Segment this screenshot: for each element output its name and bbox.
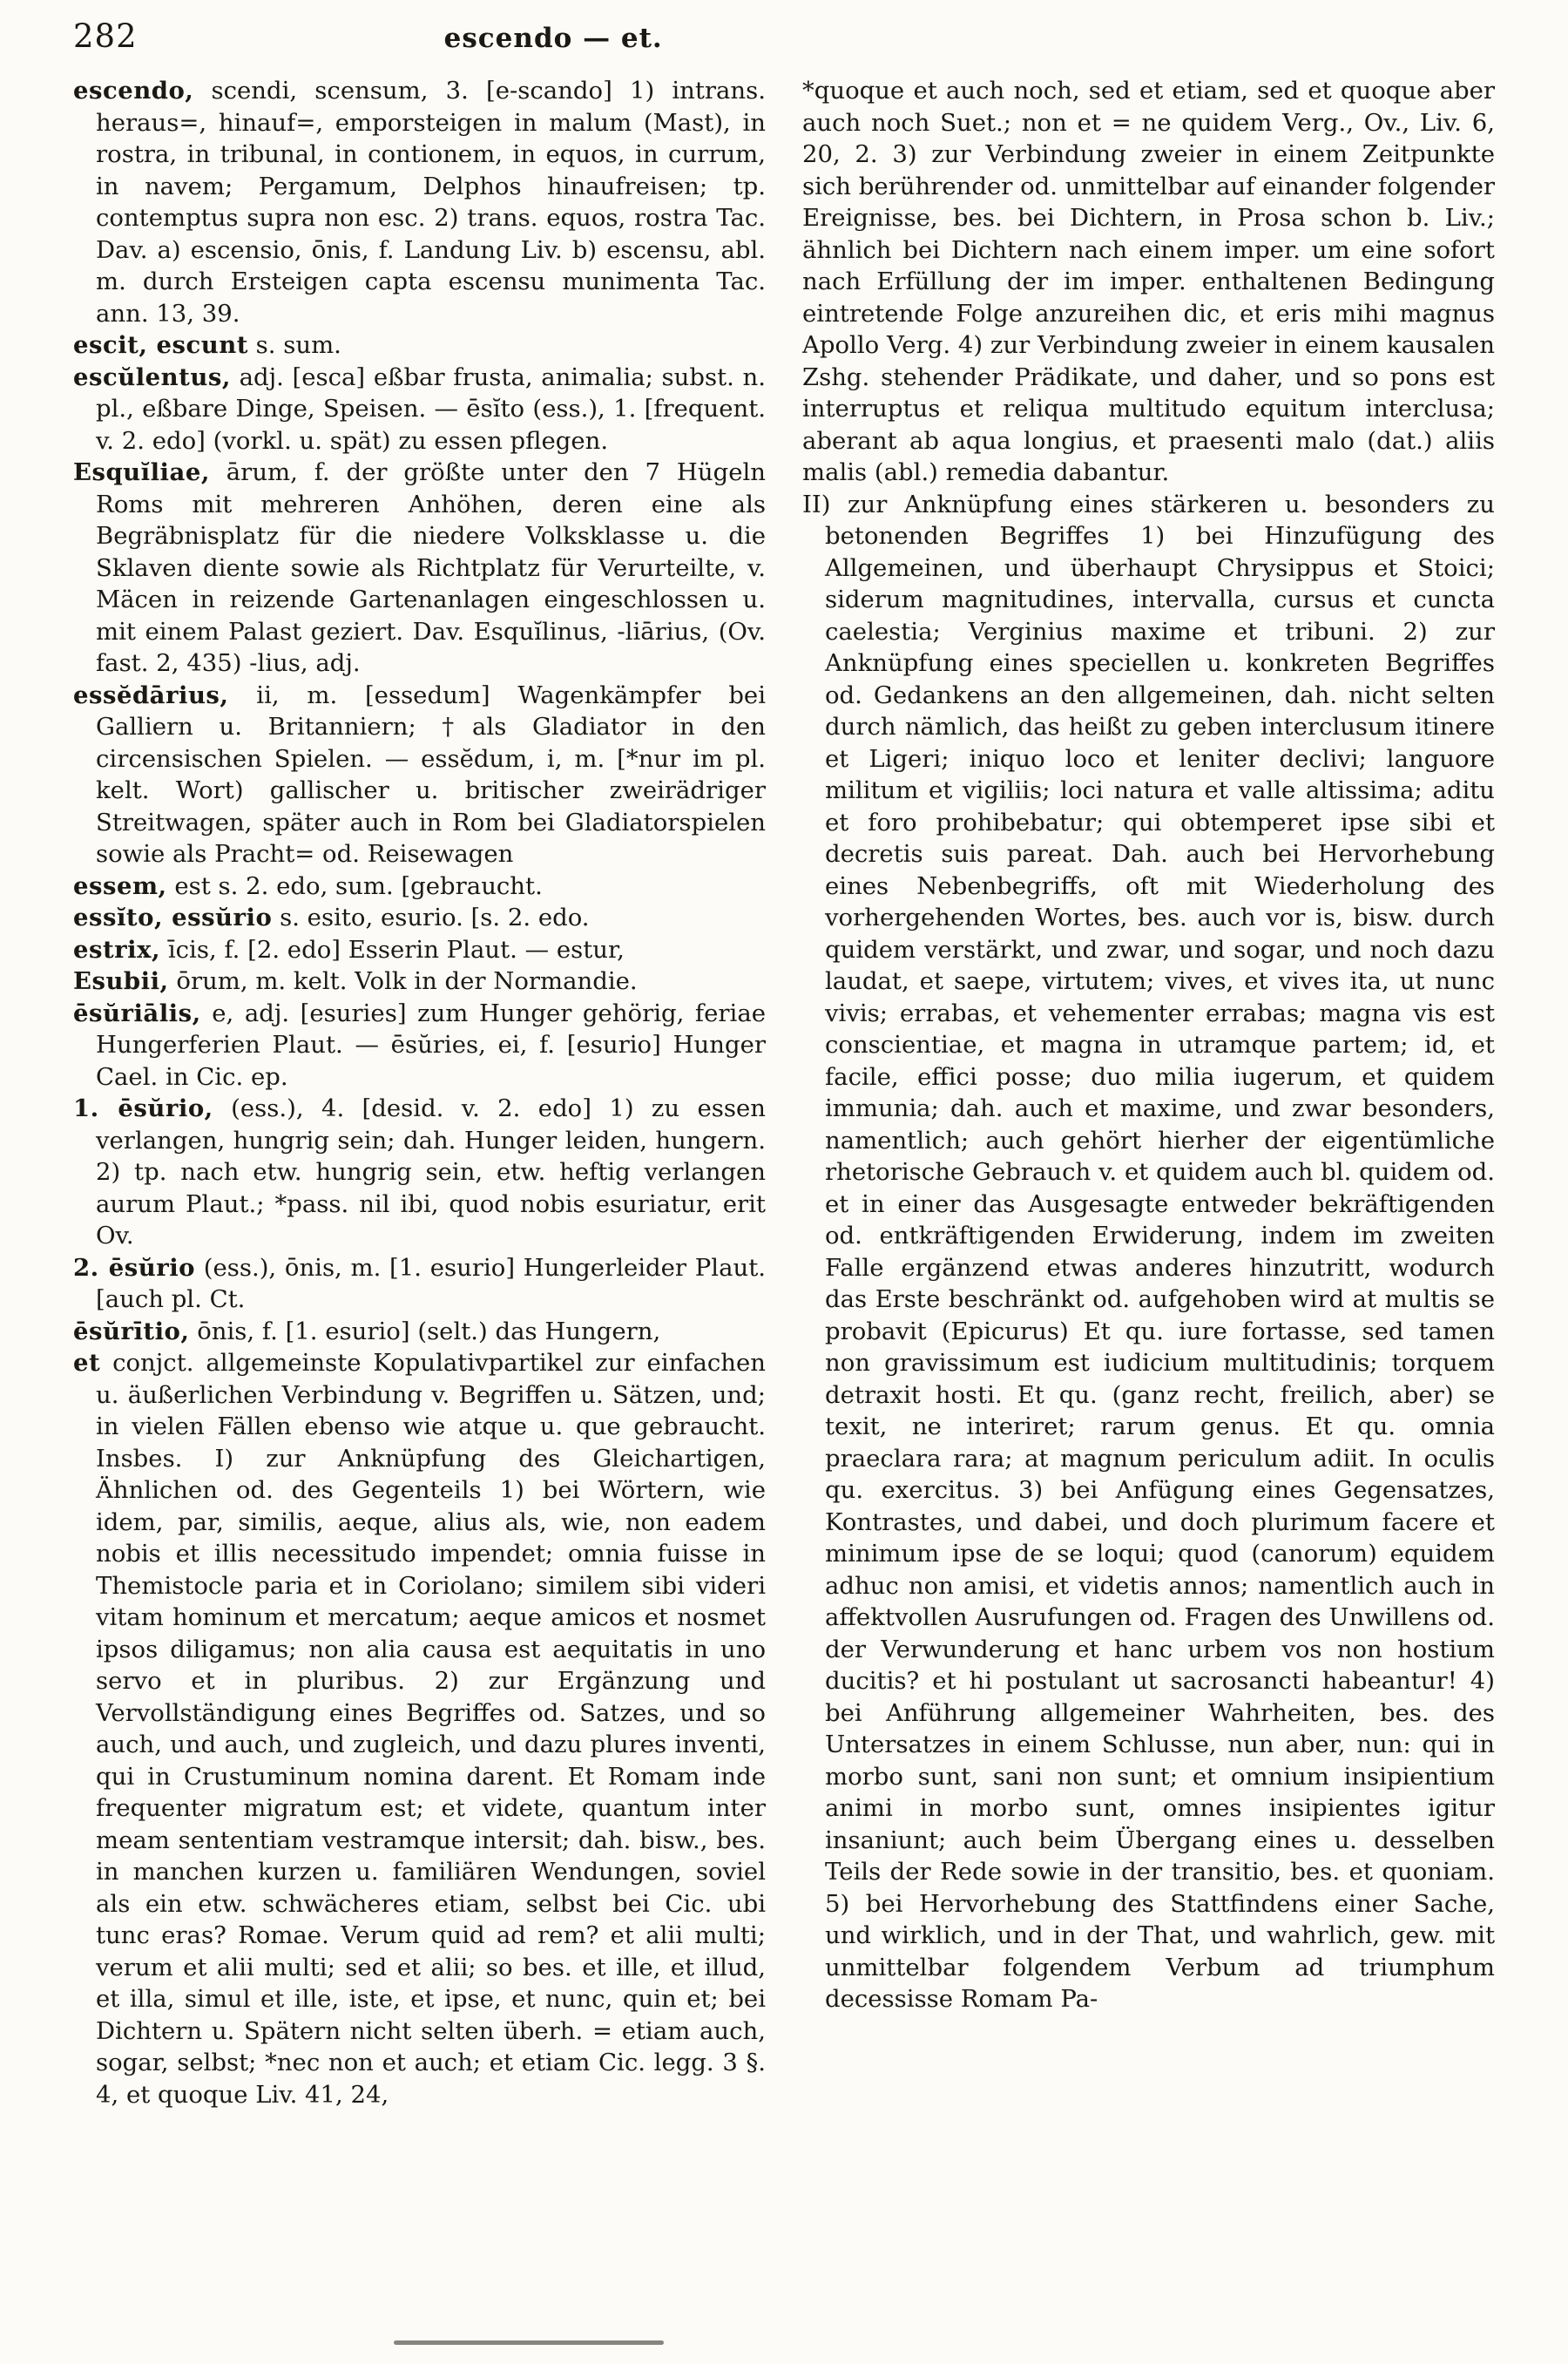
headword: et bbox=[73, 1349, 101, 1377]
dictionary-entry: 1. ēsŭrio, (ess.), 4. [desid. v. 2. edo] 1) zu essen verlangen, hungrig sein; dah. Hunger leiden, hungern. 2) tp. nach etw. hungrig sein, etw. heftig verlangen aurum Plaut.; *pass. nil ibi, quod nobis esuriatur, erit Ov. bbox=[73, 1094, 766, 1250]
page-number: 282 bbox=[73, 17, 138, 55]
scan-artifact-line bbox=[394, 2340, 664, 2345]
headword: Esquĭliae, bbox=[73, 458, 210, 486]
headword: ēsŭriālis, bbox=[73, 999, 201, 1027]
page-header bbox=[73, 17, 1495, 68]
headword: 2. ēsŭrio bbox=[73, 1253, 196, 1282]
dictionary-entry: Esubii, ōrum, m. kelt. Volk in der Normandie. bbox=[73, 967, 638, 995]
headword: escit, escunt bbox=[73, 331, 248, 359]
headword: 1. ēsŭrio, bbox=[73, 1094, 213, 1122]
dictionary-entry: estrix, īcis, f. [2. edo] Esserin Plaut. — estur, bbox=[73, 935, 625, 964]
entry-continuation: *quoque et auch noch, sed et etiam, sed et quoque aber auch noch Suet.; non et = ne quidem Verg., Ov., Liv. 6, 20, 2. 3) zur Verbindung zweier in einem Zeitpunkte sich berührender od. unmittelbar auf einander folgender Ereignisse, bes. bei Dichtern, in Prosa schon b. Liv.; ähnlich bei Dichtern nach einem imper. um eine sofort nach Erfüllung der im imper. enthaltenen Bedingung eintretende Folge anzureihen dic, et eris mihi magnus Apollo Verg. 4) zur Verbindung zweier in einem kausalen Zshg. stehender Prädikate, und daher, und so pons est interruptus et reliqua multitudo equitum interclusa; aberant ab aqua longius, et praesenti malo (dat.) aliis malis (abl.) remedia dabantur. bbox=[802, 77, 1495, 486]
dictionary-entry: 2. ēsŭrio (ess.), ōnis, m. [1. esurio] Hungerleider Plaut. [auch pl. Ct. bbox=[73, 1253, 766, 1313]
headword-range: escendo — et. bbox=[443, 23, 663, 54]
headword: escendo, bbox=[73, 77, 194, 105]
dictionary-entry: ēsŭrītio, ōnis, f. [1. esurio] (selt.) das Hungern, bbox=[73, 1317, 661, 1345]
dictionary-entry: ēsŭriālis, e, adj. [esuries] zum Hunger gehörig, feriae Hungerferien Plaut. — ēsŭries, ei, f. [esurio] Hunger Cael. in Cic. ep. bbox=[73, 999, 766, 1091]
headword: essem, bbox=[73, 871, 167, 900]
dictionary-entry: Esquĭliae, ārum, f. der größte unter den 7 Hügeln Roms mit mehreren Anhöhen, deren eine als Begräbnisplatz für die niedere Volksklasse u. die Sklaven diente sowie als Richtplatz für Verurteilte, v. Mäcen in reizende Gartenanlagen eingeschlossen u. mit einem Palast geziert. Dav. Esquĭlinus, -liārius, (Ov. fast. 2, 435) -lius, adj. bbox=[73, 458, 766, 677]
headword: ēsŭrītio, bbox=[73, 1317, 190, 1345]
dictionary-entry: escŭlentus, adj. [esca] eßbar frusta, animalia; subst. n. pl., eßbare Dinge, Speisen. — ēsĭto (ess.), 1. [frequent. v. 2. edo] (vorkl. u. spät) zu essen pflegen. bbox=[73, 362, 766, 455]
text-columns bbox=[73, 75, 1495, 2337]
dictionary-entry: escendo, scendi, scensum, 3. [e-scando] 1) intrans. heraus=, hinauf=, emporsteigen in malum (Mast), in rostra, in tribunal, in contionem, in equos, in currum, in navem; Pergamum, Delphos hinaufreisen; tp. contemptus supra non esc. 2) trans. equos, rostra Tac. Dav. a) escensio, ōnis, f. Landung Liv. b) escensu, abl. m. durch Ersteigen capta escensu munimenta Tac. ann. 13, 39. bbox=[73, 77, 766, 328]
dictionary-entry: et conjct. allgemeinste Kopulativpartikel zur einfachen u. äußerlichen Verbindung v. Begriffen u. Sätzen, und; in vielen Fällen ebenso wie atque u. que gebraucht. Insbes. I) zur Anknüpfung des Gleichartigen, Ähnlichen od. des Gegenteils 1) bei Wörtern, wie idem, par, similis, aeque, alius als, wie, non eadem nobis et illis necessitudo impendet; omnia fuisse in Themistocle paria et in Coriolano; similem sibi videri vitam hominum et mercatum; aeque amicos et nosmet ipsos diligamus; non alia causa est aequitatis in uno servo et in pluribus. 2) zur Ergänzung und Vervollständigung eines Begriffes od. Satzes, und so auch, und auch, und zugleich, und dazu plures inventi, qui in Crustuminum nomina darent. Et Romam inde frequenter migratum est; et videte, quantum inter meam sententiam vestramque intersit; dah. bisw., bes. in manchen kurzen u. familiären Wendungen, soviel als ein etw. schwächeres etiam, selbst bei Cic. ubi tunc eras? Romae. Verum quid ad rem? et alii multi; verum et alii multi; sed et alii; so bes. et ille, et illud, et illa, simul et ille, iste, et ipse, et nunc, quin et; bei Dichtern u. Spätern nicht selten überh. = etiam auch, sogar, selbst; *nec non et auch; et etiam Cic. legg. 3 §. 4, et quoque Liv. 41, 24, bbox=[73, 1349, 766, 2109]
headword: Esubii, bbox=[73, 967, 169, 995]
entry-continuation: II) zur Anknüpfung eines stärkeren u. besonders zu betonenden Begriffes 1) bei Hinzufügung des Allgemeinen, und überhaupt Chrysippus et Stoici; siderum magnitudines, intervalla, cursus et cuncta caelestia; Verginius maxime et tribuni. 2) zur Anknüpfung eines speciellen u. konkreten Begriffes od. Gedankens an den allgemeinen, dah. nicht selten durch nämlich, das heißt zu geben interclusum itinere et Ligeri; iniquo loco et leniter declivi; languore militum et vigiliis; loci natura et valle altissima; aditu et foro prohibebatur; qui obtemperet ipse sibi et decretis suis pareat. Dah. auch bei Hervorhebung eines Nebenbegriffs, oft mit Wiederholung des vorhergehenden Wortes, bes. auch vor is, bisw. durch quidem verstärkt, und zwar, und sogar, und noch dazu laudat, et saepe, virtutem; vives, et vives ita, ut nunc vivis; errabas, et vehementer errabas; magna vis est conscientiae, et magna in utramque partem; id, et facile, effici posse; duo milia iugerum, et quidem immunia; dah. auch et maxime, und zwar besonders, namentlich; auch gehört hierher der eigentümliche rhetorische Gebrauch v. et quidem auch bl. quidem od. et in einer das Ausgesagte entweder bekräftigenden od. entkräftigenden Erwiderung, indem im zweiten Falle ergänzend etwas anderes hinzutritt, wodurch das Erste beschränkt od. aufgehoben wird at multis se probavit (Epicurus) Et qu. iure fortasse, sed tamen non gravissimum est iudicium multitudinis; torquem detraxit hosti. Et qu. (ganz recht, freilich, aber) se texit, ne interiret; rarum genus. Et qu. omnia praeclara rara; at magnum periculum adiit. In oculis qu. exercitus. 3) bei Anfügung eines Gegensatzes, Kontrastes, und dabei, und doch plurimum facere et minimum ipse de se loqui; quod (canorum) equidem adhuc non amisi, et videtis annos; namentlich auch in affektvollen Ausrufungen od. Fragen des Unwillens od. der Verwunderung et hanc urbem vos non hostium ducitis? et hi postulant ut sacrosancti habeantur! 4) bei Anführung allgemeiner Wahrheiten, bes. des Untersatzes in einem Schlusse, nun aber, nun: qui in morbo sunt, sani non sunt; et omnium insipientium animi in morbo sunt, omnes insipientes igitur insaniunt; auch beim Übergang eines u. desselben Teils der Rede sowie in der transitio, bes. et quoniam. 5) bei Hervorhebung des Stattfindens einer Sache, und wirklich, und in der That, und wahrlich, gew. mit unmittelbar folgendem Verbum ad triumphum decessisse Romam Pa- bbox=[802, 490, 1495, 2013]
dictionary-entry: essem, est s. 2. edo, sum. [gebraucht. bbox=[73, 871, 543, 900]
headword: essĕdārius, bbox=[73, 681, 229, 709]
right-column bbox=[802, 75, 1495, 2337]
left-column bbox=[73, 75, 766, 2337]
dictionary-entry: essĭto, essŭrio s. esito, esurio. [s. 2. edo. bbox=[73, 904, 590, 931]
headword: estrix, bbox=[73, 935, 161, 964]
dictionary-entry: escit, escunt s. sum. bbox=[73, 331, 341, 359]
headword: essĭto, essŭrio bbox=[73, 904, 273, 931]
headword: escŭlentus, bbox=[73, 362, 231, 391]
dictionary-entry: essĕdārius, ii, m. [essedum] Wagenkämpfer bei Galliern u. Britanniern; †als Gladiator in den circensischen Spielen. — essĕdum, i, m. [*nur im pl. kelt. Wort) gallischer u. britischer zweirädriger Streitwagen, später auch in Rom bei Gladiatorspielen sowie als Pracht= od. Reisewagen bbox=[73, 681, 766, 868]
